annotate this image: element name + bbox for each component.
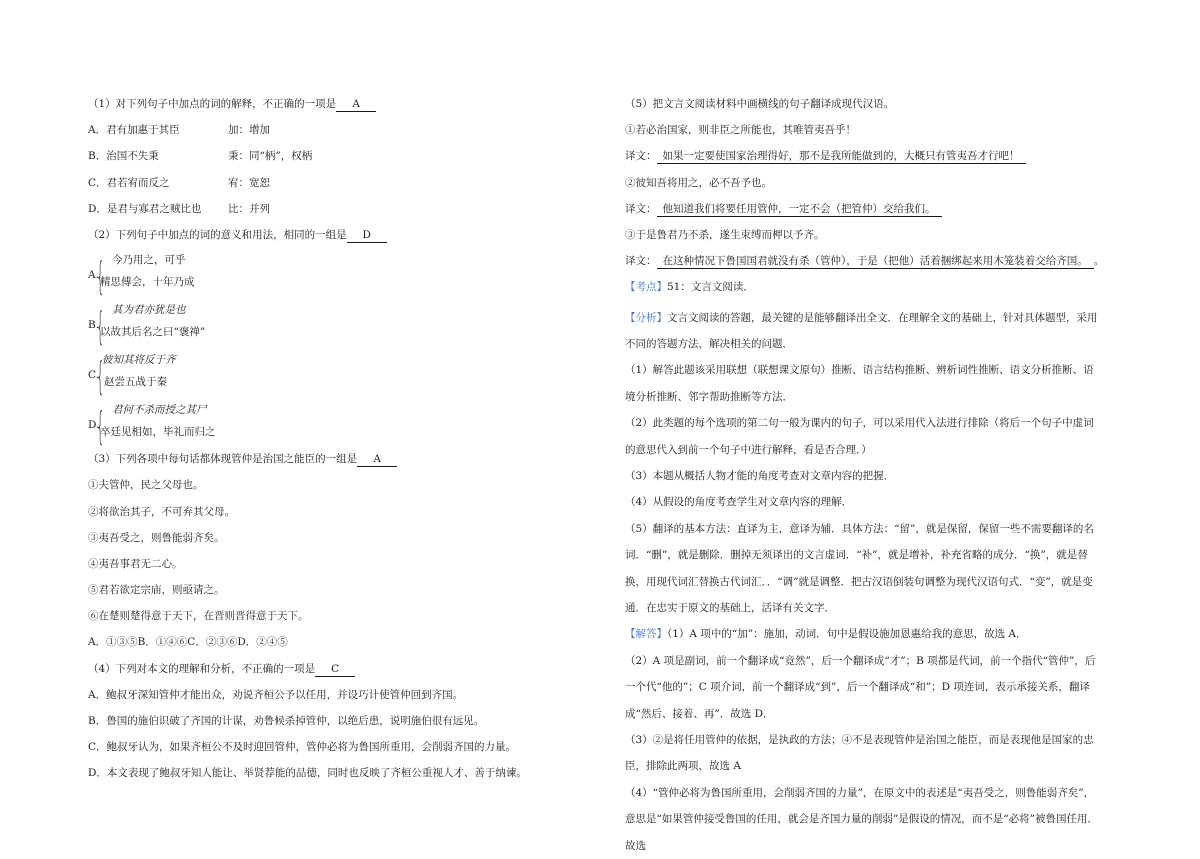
q2-group-d-label: D. (88, 419, 100, 432)
q4-option-d: D．本文表现了鲍叔牙知人能让、举贤荐能的品德，同时也反映了齐桓公重视人才、善于纳谏。 (88, 767, 527, 780)
q1-option-c-gloss: 宥：宽恕 (228, 176, 270, 189)
translation-text: 如果一定要使国家治理得好，那不是我所能做到的，大概只有管夷吾才行吧！ (657, 150, 1026, 164)
q5-translation-3 (625, 252, 1105, 278)
q1-stem-text: （1）对下列句子中加点的词的解释，不正确的一项是 (88, 98, 337, 110)
kaodian-text: 51：文言文阅读． (667, 281, 754, 294)
translation-label: 译文： (625, 202, 657, 215)
q1-option-a-sentence: A．君有加惠于其臣 (88, 124, 180, 137)
q1-option-a (88, 121, 558, 147)
q4-answer: C (315, 663, 355, 677)
q3-stem-text: （3）下列各项中每句话都体现管仲是治国之能臣的一组是 (88, 453, 358, 466)
q4-option-c: C．鲍叔牙认为，如果齐桓公不及时迎回管仲，管仲必将为鲁国所重用，会削弱齐国的力量。 (88, 741, 517, 754)
q2-group-d-line2: 卒廷见相如，毕礼而归之 (100, 426, 216, 439)
q1-option-d (88, 200, 558, 226)
q3-item: ⑤君若欲定宗庙，则亟请之。 (88, 584, 225, 597)
q2-group-a (88, 252, 558, 302)
jieda-line-1 (625, 621, 1100, 647)
fenxi-item-3: （3）本题从概括人物才能的角度考查对文章内容的把握． (625, 469, 895, 482)
q2-answer: D (347, 229, 387, 243)
q2-group-c-line1: 彼知其将反于齐 (102, 354, 176, 367)
q2-group-b-label: B. (88, 319, 100, 332)
q1-stem (88, 95, 558, 121)
q3-item: ③夷吾受之，则鲁能弱齐矣。 (88, 531, 225, 544)
q2-group-b-line2: 以故其后名之曰“褒禅” (100, 326, 206, 339)
translation-tail: 。 (1093, 255, 1105, 268)
q3-answer: A (357, 453, 397, 467)
q4-option-b: B．鲁国的施伯识破了齐国的计谋，劝鲁候杀掉管仲，以绝后患，说明施伯很有远见。 (88, 715, 485, 727)
q5-sentence-1: ①若必治国家，则非臣之所能也，其唯管夷吾乎！ (625, 124, 856, 137)
jieda-item-2: （2）A 项是副词，前一个翻译成“竟然”，后一个翻译成“才”；B 项都是代词，前一个指代“管仲”，后一个代“他的”；C 项介词，前一个翻译成“到”，后一个翻译成“和”；D 项连词，表示承接关系，翻译成“然后、接着、再”．故选 D． (625, 654, 1096, 720)
q2-group-d-line1: 君何不杀而授之其尸 (112, 404, 207, 417)
jieda-item-3: （3）②是将任用管仲的依据，是执政的方法；④不是表现管仲是治国之能臣，而是表现他是国家的忠臣，排除此两项，故选 A (625, 734, 1094, 773)
brace-icon: { (96, 354, 105, 399)
q4-stem (88, 660, 558, 686)
brace-icon: { (96, 304, 105, 349)
q4-option-a: A．鲍叔牙深知管仲才能出众，劝说齐桓公予以任用，并设巧计使管仲回到齐国。 (88, 688, 464, 701)
q2-group-d (88, 402, 558, 452)
q3-item: ①夫管仲，民之父母也。 (88, 479, 204, 492)
fenxi-item-5: （5）翻译的基本方法：直译为主，意译为辅．具体方法：“留”，就是保留，保留一些不需要翻译的名词．“删”，就是删除．删掉无须译出的文言虚词．“补”，就是增补，补充省略的成分．“换”，就是替换，用现代词汇替换古代词汇．．“调”就是调整．把古汉语倒装句调整为现代汉语句式．“变”，就是变通．在忠实于原文的基础上，活译有关文字． (625, 522, 1094, 614)
translation-label: 译文： (625, 255, 657, 268)
q1-option-b-sentence: B．治国不失秉 (88, 150, 159, 163)
q2-stem-text: （2）下列句子中加点的词的意义和用法，相同的一组是 (88, 228, 347, 241)
q5-stem: （5）把文言文阅读材料中画横线的句子翻译成现代汉语。 (625, 98, 895, 110)
q1-option-c (88, 174, 558, 200)
fenxi-item-4: （4）从假设的角度考查学生对文章内容的理解． (625, 496, 853, 509)
translation-text: 在这种情况下鲁国国君就没有杀（管仲），于是（把他）活着捆绑起来用木笼装着交给齐国。 (657, 255, 1094, 269)
q2-stem (88, 226, 558, 252)
q1-answer: A (336, 98, 376, 112)
q1-option-b (88, 147, 558, 173)
translation-text: 他知道我们将要任用管仲，一定不会（把管仲）交给我们。 (657, 203, 942, 217)
q2-group-a-line2: 精思傅会，十年乃成 (100, 276, 195, 289)
jieda-tag: 【解答】 (625, 628, 667, 641)
q2-group-c-line2: 赵尝五战于秦 (104, 376, 167, 389)
q2-group-a-label: A. (88, 269, 99, 282)
jieda-text-1: （1）A 项中的“加”：施加，动词．句中是假设施加恩惠给我的意思，故选 A． (667, 628, 1027, 641)
q2-group-b (88, 302, 558, 352)
q3-item: ②将欲治其子，不可弃其父母。 (88, 505, 235, 518)
q1-option-a-gloss: 加：增加 (228, 124, 270, 137)
q4-stem-text: （4）下列对本文的理解和分析，不正确的一项是 (88, 662, 316, 675)
translation-label: 译文： (625, 150, 657, 163)
fenxi-paragraph (625, 305, 1100, 358)
jieda-item-4: （4）“管仲必将为鲁国所重用，会削弱齐国的力量”，在原文中的表述是“夷吾受之，则鲁能弱齐矣”，意思是“如果管仲接受鲁国的任用，就会是齐国力量的削弱”是假设的情况，而不是“必将”被鲁国任用．故选 (625, 786, 1098, 852)
q2-group-c (88, 352, 558, 402)
right-column (625, 95, 1105, 859)
brace-icon: { (96, 254, 105, 299)
q5-translation-2 (625, 200, 1100, 226)
q5-translation-1 (625, 147, 1100, 173)
q3-choices: A．①③⑤B．①④⑥C．②③⑥D．②④⑤ (88, 636, 288, 649)
q1-option-c-sentence: C．君若宥而反之 (88, 176, 170, 189)
fenxi-tag: 【分析】 (625, 311, 667, 324)
left-column (88, 95, 558, 791)
brace-icon: { (96, 404, 105, 449)
q2-group-a-line1: 今乃用之，可乎 (112, 254, 186, 267)
q3-item: ⑥在楚则楚得意于天下，在晋则晋得意于天下。 (88, 610, 309, 623)
q3-stem (88, 450, 558, 476)
q1-option-b-gloss: 秉：同“柄”，权柄 (228, 150, 313, 163)
q5-sentence-2: ②彼知吾将用之，必不吾予也。 (625, 176, 772, 189)
q3-item: ④夷吾事君无二心。 (88, 557, 183, 570)
fenxi-text: 文言文阅读的答题，最关键的是能够翻译出全文．在理解全文的基础上，针对具体题型，采用不同的答题方法，解决相关的问题． (625, 311, 1098, 350)
q2-group-c-label: C. (88, 369, 99, 382)
fenxi-item-2: （2）此类题的每个选项的第二句一般为课内的句子，可以采用代入法进行排除（将后一个句子中虚词的意思代入到前一个句子中进行解释，看是否合理．） (625, 417, 1094, 456)
kaodian-line (625, 278, 1100, 304)
fenxi-item-1: （1）解答此题该采用联想（联想课文原句）推断、语言结构推断、辨析词性推断、语文分析推断、语境分析推断、邻字帮助推断等方法． (625, 364, 1094, 403)
q2-group-b-line1: 其为君亦犹是也 (112, 304, 186, 317)
q1-option-d-gloss: 比：并列 (228, 202, 270, 215)
q1-option-d-sentence: D．是君与寡君之贼比也 (88, 202, 202, 215)
kaodian-tag: 【考点】 (625, 281, 667, 294)
q5-sentence-3: ③于是鲁君乃不杀，遂生束缚而柙以予齐。 (625, 228, 825, 241)
